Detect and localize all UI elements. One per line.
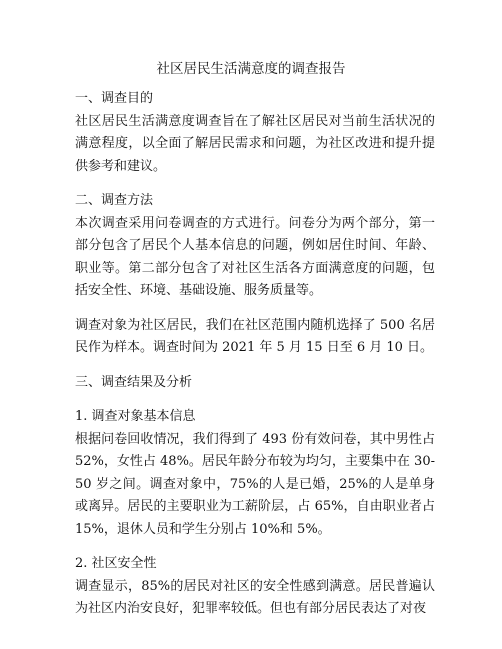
paragraph-safety: 调查显示，85%的居民对社区的安全性感到满意。居民普遍认为社区内治安良好，犯罪率较低。但也有部分居民表达了对夜	[75, 578, 435, 616]
document-body	[75, 88, 435, 621]
section-heading-purpose: 一、调查目的	[75, 91, 154, 106]
section-heading-method: 二、调查方法	[75, 193, 154, 208]
subsection-heading-safety: 2. 社区安全性	[75, 556, 157, 571]
paragraph-method: 本次调查采用问卷调查的方式进行。问卷分为两个部分，第一部分包含了居民个人基本信息的问题，例如居住时间、年龄、职业等。第二部分包含了对社区生活各方面满意度的问题，包括安全性、环境、基础设施、服务质量等。	[75, 215, 435, 298]
paragraph-purpose: 社区居民生活满意度调查旨在了解社区居民对当前生活状况的满意程度，以全面了解居民需求和问题，为社区改进和提升提供参考和建议。	[75, 113, 435, 174]
subsection-heading-basic-info: 1. 调查对象基本信息	[75, 409, 196, 424]
paragraph-basic-info: 根据问卷回收情况，我们得到了 493 份有效问卷，其中男性占 52%，女性占 48%。居民年龄分布较为均匀，主要集中在 30-50 岁之间。调查对象中，75%的人是已婚，25%的人是单身或离异。居民的主要职业为工薪阶层，占 65%，自由职业者占 15%，退休人员和学生分别占 10%和 5%。	[75, 431, 435, 537]
paragraph-sample: 调查对象为社区居民，我们在社区范围内随机选择了 500 名居民作为样本。调查时间为 2021 年 5 月 15 日至 6 月 10 日。	[75, 317, 435, 355]
document-title: 社区居民生活满意度的调查报告	[156, 61, 346, 77]
section-heading-results: 三、调查结果及分析	[75, 374, 193, 390]
